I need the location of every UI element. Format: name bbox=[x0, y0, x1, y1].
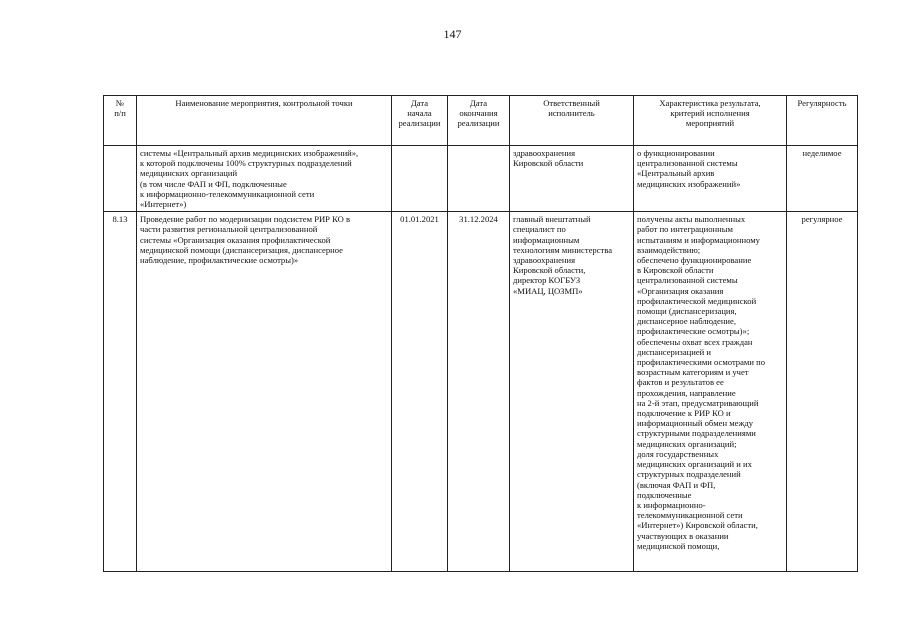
text-line: № bbox=[115, 98, 125, 108]
text-line: медицинской помощи (диспансеризация, диспансерное bbox=[140, 244, 343, 255]
text-line: структурных подразделений bbox=[637, 469, 741, 480]
text-line: реализации bbox=[457, 118, 500, 129]
row-regularity: регулярное bbox=[787, 212, 858, 572]
text-line: информационный обмен между bbox=[637, 418, 754, 429]
text-line: реализации bbox=[398, 118, 441, 129]
text-line: здравоохранения bbox=[513, 148, 576, 158]
text-line: помощи (диспансеризация, bbox=[637, 306, 737, 317]
text-line: (включая ФАП и ФП, bbox=[637, 479, 716, 490]
text-line: технологиям министерства bbox=[513, 244, 613, 255]
row-regularity: неделимое bbox=[787, 146, 858, 212]
row-responsible bbox=[510, 212, 634, 572]
text-line: «Интернет») bbox=[140, 199, 187, 210]
text-line: на 2-й этап, предусматривающий bbox=[637, 397, 759, 408]
text-line: (в том числе ФАП и ФП, подключенные bbox=[140, 178, 287, 189]
text-line: структурными подразделениями bbox=[637, 428, 756, 439]
row-start-date bbox=[392, 146, 448, 212]
row-responsible bbox=[510, 146, 634, 212]
header-responsible bbox=[510, 96, 634, 146]
text-line: окончания bbox=[459, 108, 498, 119]
text-line: к информационно- bbox=[637, 499, 706, 510]
row-result bbox=[634, 146, 787, 212]
row-result bbox=[634, 212, 787, 572]
text-line: системы «Организация оказания профилактической bbox=[140, 234, 331, 245]
text-line: мероприятий bbox=[685, 118, 735, 129]
row-number bbox=[104, 146, 137, 212]
text-line: «Организация оказания bbox=[637, 285, 724, 296]
text-line: работ по интеграционным bbox=[637, 224, 733, 235]
text-line: информационным bbox=[513, 234, 580, 245]
text-line: Проведение работ по модернизации подсистем РИР КО в bbox=[140, 214, 351, 225]
text-line: главный внештатный bbox=[513, 214, 591, 225]
text-line: специалист по bbox=[513, 224, 566, 235]
text-line: профилактической медицинской bbox=[637, 295, 757, 306]
header-number bbox=[104, 96, 137, 146]
page-number: 147 bbox=[443, 27, 462, 41]
text-line: прохождения, направление bbox=[637, 387, 736, 398]
text-line: здравоохранения bbox=[513, 255, 576, 266]
text-line: обеспечено функционирование bbox=[637, 255, 752, 266]
text-line: критерий исполнения bbox=[670, 108, 750, 119]
text-line: в Кировской области bbox=[637, 265, 714, 276]
text-line: к информационно-телекоммуникационной сети bbox=[140, 188, 315, 199]
text-line: получены акты выполненных bbox=[637, 214, 746, 225]
text-line: медицинских организаций bbox=[140, 168, 238, 179]
text-line: диспансеризацией и bbox=[637, 346, 711, 357]
text-line: Кировской области, bbox=[513, 265, 586, 276]
text-line: Наименование мероприятия, контрольной точки bbox=[175, 98, 353, 108]
text-line: диспансерное наблюдение, bbox=[637, 316, 736, 327]
header-regularity bbox=[787, 96, 858, 146]
text-line: директор КОГБУЗ bbox=[513, 275, 581, 286]
text-line: профилактические осмотры)»; bbox=[637, 326, 750, 337]
text-line: испытаниям и информационному bbox=[637, 234, 760, 245]
text-line: к которой подключены 100% структурных подразделений bbox=[140, 158, 352, 169]
text-line: участвующих в оказании bbox=[637, 530, 729, 541]
text-line: Характеристика результата, bbox=[659, 98, 761, 108]
text-line: Кировской области bbox=[513, 158, 584, 169]
text-line: Ответственный bbox=[543, 98, 600, 108]
text-line: централизованной системы bbox=[637, 275, 738, 286]
text-line: фактов и результатов ее bbox=[637, 377, 724, 388]
header-start-date bbox=[392, 96, 448, 146]
row-end-date: 31.12.2024 bbox=[448, 212, 510, 572]
text-line: обеспечены охват всех граждан bbox=[637, 336, 753, 347]
text-line: взаимодействию; bbox=[637, 244, 701, 255]
text-line: исполнитель bbox=[548, 108, 595, 119]
text-line: профилактическими осмотрами по bbox=[637, 357, 766, 368]
text-line: медицинских организаций; bbox=[637, 438, 737, 449]
text-line: начала bbox=[407, 108, 432, 119]
text-line: подключенные bbox=[637, 489, 692, 500]
table-row bbox=[104, 212, 858, 572]
table-header-row bbox=[104, 96, 858, 146]
header-result bbox=[634, 96, 787, 146]
text-line: Дата bbox=[410, 98, 429, 108]
text-line: централизованной системы bbox=[637, 158, 738, 169]
text-line: Дата bbox=[469, 98, 488, 108]
text-line: части развития региональной централизованной bbox=[140, 224, 318, 235]
header-end-date bbox=[448, 96, 510, 146]
text-line: подключение к РИР КО и bbox=[637, 408, 731, 419]
text-line: «Интернет») Кировской области, bbox=[637, 520, 758, 531]
text-line: «МИАЦ, ЦОЗМП» bbox=[513, 285, 583, 296]
text-line: возрастным категориям и учет bbox=[637, 367, 749, 378]
text-line: медицинских организаций и их bbox=[637, 459, 752, 470]
row-name bbox=[137, 212, 392, 572]
table-row bbox=[104, 146, 858, 212]
row-name bbox=[137, 146, 392, 212]
text-line: наблюдение, профилактические осмотры)» bbox=[140, 255, 299, 266]
header-name bbox=[137, 96, 392, 146]
text-line: медицинских изображений» bbox=[637, 178, 741, 189]
text-line: «Центральный архив bbox=[637, 168, 715, 179]
text-line: о функционировании bbox=[637, 148, 715, 158]
text-line: доля государственных bbox=[637, 448, 719, 459]
text-line: системы «Центральный архив медицинских изображений», bbox=[140, 148, 359, 158]
text-line: Регулярность bbox=[797, 98, 847, 108]
row-start-date: 01.01.2021 bbox=[392, 212, 448, 572]
text-line: медицинской помощи, bbox=[637, 540, 720, 551]
row-end-date bbox=[448, 146, 510, 212]
text-line: п/п bbox=[114, 108, 126, 119]
measures-table bbox=[103, 95, 858, 572]
row-number: 8.13 bbox=[104, 212, 137, 572]
text-line: телекоммуникационной сети bbox=[637, 510, 743, 521]
